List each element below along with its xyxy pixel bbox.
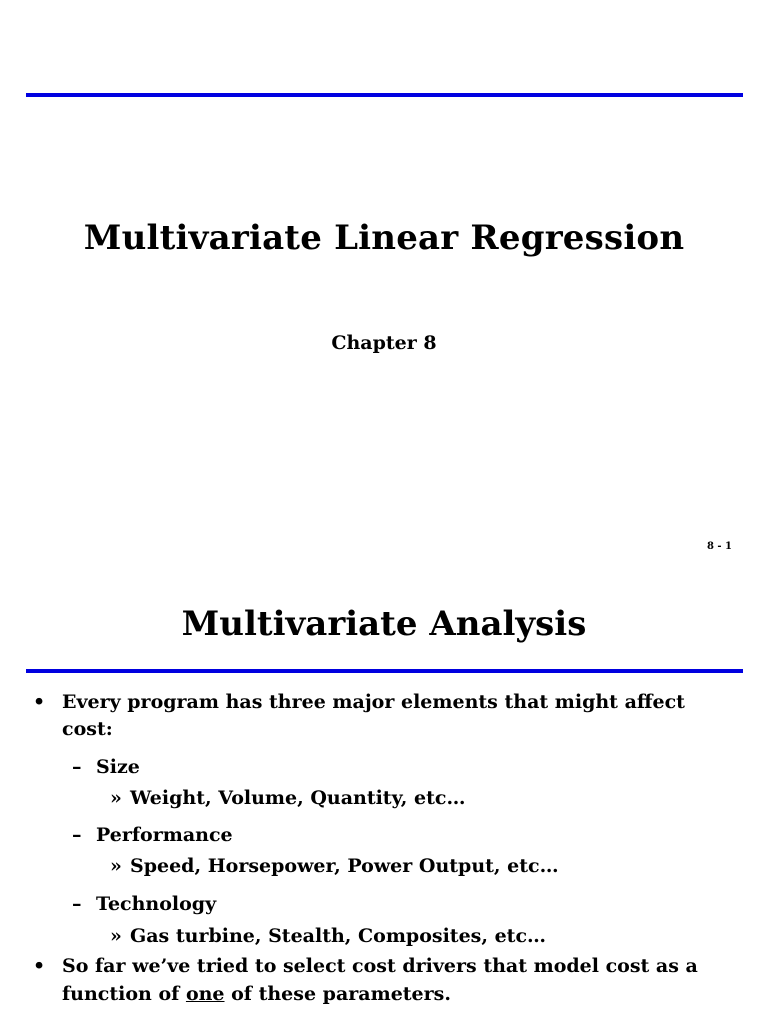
bullet-marker: •	[33, 955, 46, 977]
sub-item-text: Weight, Volume, Quantity, etc…	[130, 787, 466, 809]
bullet-text-line: So far we’ve tried to select cost drivers that model cost as a	[62, 955, 698, 977]
sub-marker: »	[110, 787, 122, 809]
section-title: Multivariate Analysis	[181, 604, 587, 644]
dash-marker: –	[72, 893, 82, 915]
bullet-text-line: Every program has three major elements that might affect	[62, 691, 685, 713]
slide-title: Multivariate Linear Regression	[83, 218, 685, 258]
list-item-label: Size	[96, 756, 140, 778]
dash-marker: –	[72, 824, 82, 846]
text-after: of these parameters.	[224, 983, 451, 1005]
bullet-text-line	[62, 980, 451, 1008]
chapter-subtitle: Chapter 8	[331, 332, 437, 354]
bullet-text-line: cost:	[62, 718, 113, 740]
sub-marker: »	[110, 855, 122, 877]
emphasized-word: one	[185, 983, 225, 1005]
list-item-label: Technology	[96, 893, 217, 915]
text-before: function of	[62, 983, 186, 1005]
sub-item-text: Gas turbine, Stealth, Composites, etc…	[130, 925, 547, 947]
list-item-label: Performance	[96, 824, 233, 846]
top-divider-rule	[26, 93, 743, 97]
sub-item-text: Speed, Horsepower, Power Output, etc…	[130, 855, 559, 877]
slide-number: 8 - 1	[706, 541, 732, 552]
dash-marker: –	[72, 756, 82, 778]
bullet-marker: •	[33, 691, 46, 713]
section-divider-rule	[26, 669, 743, 673]
sub-marker: »	[110, 925, 122, 947]
